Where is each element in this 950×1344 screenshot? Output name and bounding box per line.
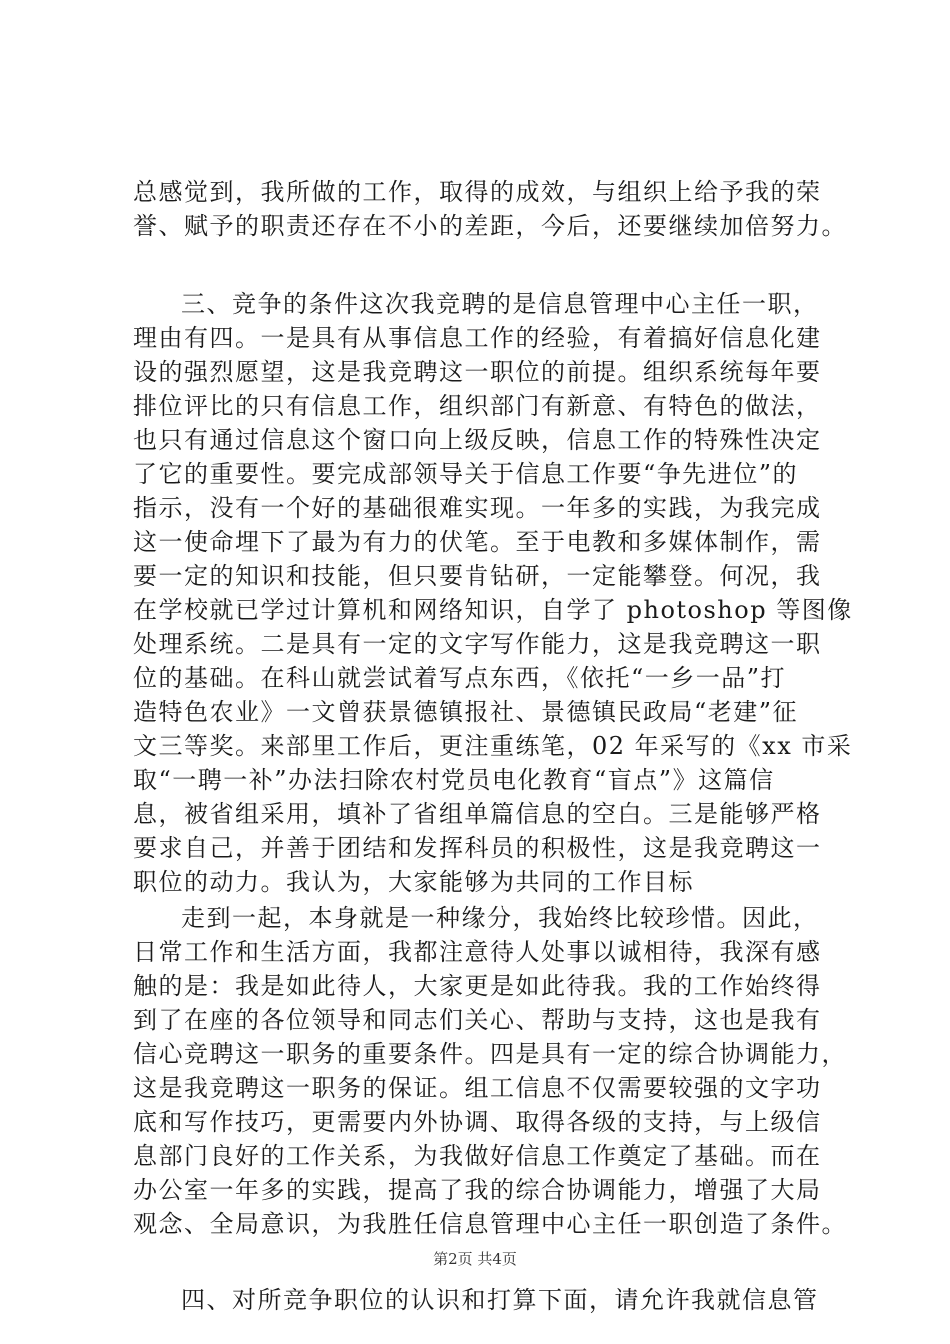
text-line: 誉、赋予的职责还存在不小的差距，今后，还要继续加倍努力。 (133, 212, 847, 240)
text-line: 这一使命埋下了最为有力的伏笔。至于电教和多媒体制作，需 (133, 528, 822, 556)
text-line: 排位评比的只有信息工作，组织部门有新意、有特色的做法， (133, 392, 822, 420)
text-line: 观念、全局意识，为我胜任信息管理中心主任一职创造了条件。 (133, 1210, 847, 1238)
text-line: 理由有四。一是具有从事信息工作的经验，有着搞好信息化建 (133, 324, 822, 352)
text-line: 到了在座的各位领导和同志们关心、帮助与支持，这也是我有 (133, 1006, 822, 1034)
text-line: 设的强烈愿望，这是我竞聘这一职位的前提。组织系统每年要 (133, 358, 822, 386)
text-line: 要求自己，并善于团结和发挥科员的积极性，这是我竞聘这一 (133, 834, 822, 862)
text-line: 息部门良好的工作关系，为我做好信息工作奠定了基础。而在 (133, 1142, 822, 1170)
section-heading-line: 三、竞争的条件这次我竞聘的是信息管理中心主任一职， (181, 290, 819, 318)
text-line: 日常工作和生活方面，我都注意待人处事以诚相待，我深有感 (133, 938, 822, 966)
text-line: 要一定的知识和技能，但只要肯钻研，一定能攀登。何况，我 (133, 562, 822, 590)
text-line: 息，被省组采用，填补了省组单篇信息的空白。三是能够严格 (133, 800, 822, 828)
paragraph-start-line: 走到一起，本身就是一种缘分，我始终比较珍惜。因此， (181, 904, 819, 932)
text-line: 底和写作技巧，更需要内外协调、取得各级的支持，与上级信 (133, 1108, 822, 1136)
text-line: 信心竞聘这一职务的重要条件。四是具有一定的综合协调能力， (133, 1040, 847, 1068)
text-line: 触的是：我是如此待人，大家更是如此待我。我的工作始终得 (133, 972, 822, 1000)
text-line: 文三等奖。来部里工作后，更注重练笔，02 年采写的《xx 市采 (133, 732, 853, 760)
text-line: 位的基础。在科山就尝试着写点东西，《依托“一乡一品”打 (133, 664, 787, 692)
text-line: 造特色农业》一文曾获景德镇报社、景德镇民政局“老建”征 (133, 698, 799, 726)
text-line: 职位的动力。我认为，大家能够为共同的工作目标 (133, 868, 694, 896)
text-line: 这是我竞聘这一职务的保证。组工信息不仅需要较强的文字功 (133, 1074, 822, 1102)
text-line: 总感觉到，我所做的工作，取得的成效，与组织上给予我的荣 (133, 178, 822, 206)
text-line: 取“一聘一补”办法扫除农村党员电化教育“盲点”》这篇信 (133, 766, 775, 794)
text-line: 了它的重要性。要完成部领导关于信息工作要“争先进位”的 (133, 460, 799, 488)
page-number-footer: 第2页 共4页 (433, 1250, 517, 1268)
text-line: 也只有通过信息这个窗口向上级反映，信息工作的特殊性决定 (133, 426, 822, 454)
section-heading-line: 四、对所竞争职位的认识和打算下面，请允许我就信息管 (181, 1286, 819, 1314)
text-line: 办公室一年多的实践，提高了我的综合协调能力，增强了大局 (133, 1176, 822, 1204)
text-line: 指示，没有一个好的基础很难实现。一年多的实践，为我完成 (133, 494, 822, 522)
text-line: 处理系统。二是具有一定的文字写作能力，这是我竞聘这一职 (133, 630, 822, 658)
text-line: 在学校就已学过计算机和网络知识，自学了 photoshop 等图像 (133, 596, 853, 624)
